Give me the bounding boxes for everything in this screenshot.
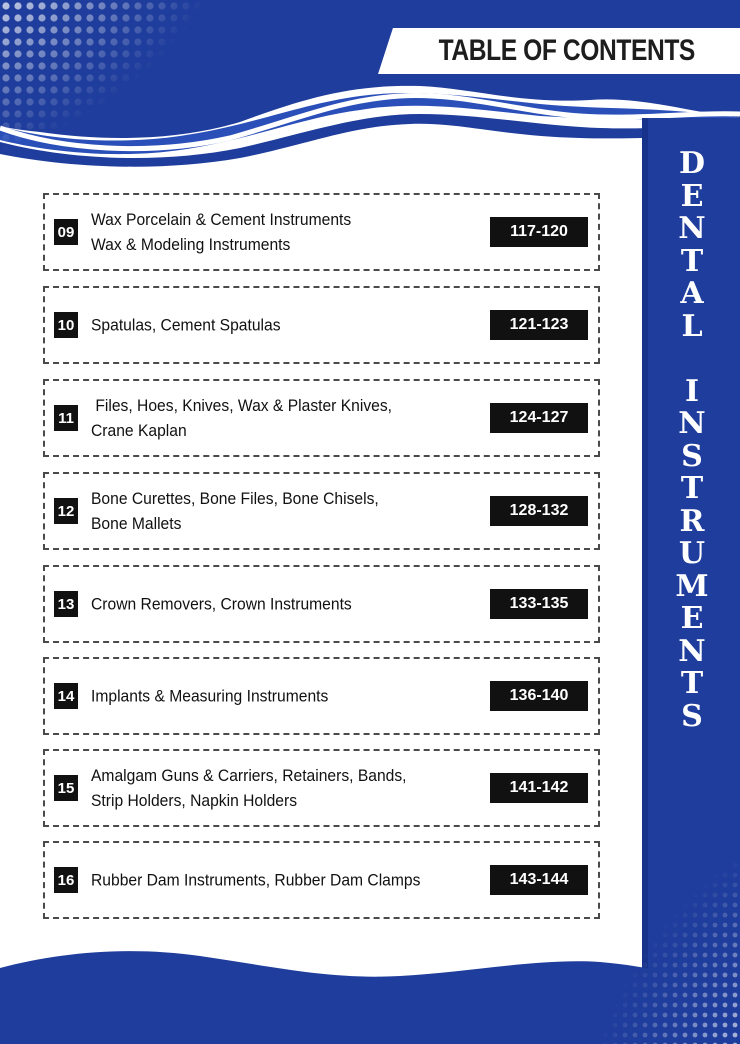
- page-range-badge: 143-144: [490, 865, 588, 895]
- vertical-title-letter: M: [675, 568, 709, 604]
- vertical-title-letter: S: [681, 438, 703, 474]
- page-range-badge: 124-127: [490, 403, 588, 433]
- page-range-badge: 121-123: [490, 310, 588, 340]
- vertical-title-letter: T: [680, 666, 704, 701]
- chapter-number-badge: 11: [54, 405, 78, 431]
- chapter-number-badge: 13: [54, 591, 78, 617]
- chapter-number-badge: 16: [54, 867, 78, 893]
- page-range-badge: 133-135: [490, 589, 588, 619]
- chapter-title-line: Wax Porcelain & Cement Instruments: [91, 210, 352, 229]
- toc-entry[interactable]: [43, 565, 600, 643]
- page-title: TABLE OF CONTENTS: [438, 34, 695, 67]
- page-range-badge: 117-120: [490, 217, 588, 247]
- chapter-number-badge: 12: [54, 498, 78, 524]
- vertical-title-letter: L: [681, 308, 703, 344]
- chapter-title-line: Bone Mallets: [91, 514, 182, 533]
- toc-entry[interactable]: [43, 749, 600, 827]
- vertical-title-letter: E: [680, 601, 704, 636]
- toc-entry[interactable]: [43, 286, 600, 364]
- chapter-number-badge: 14: [54, 683, 78, 709]
- chapter-title-line: Amalgam Guns & Carriers, Retainers, Bands,: [91, 766, 407, 785]
- chapter-number-badge: 09: [54, 219, 78, 245]
- chapter-title-line: Files, Hoes, Knives, Wax & Plaster Knives,: [91, 396, 393, 415]
- vertical-title-letter: T: [680, 471, 704, 506]
- chapter-title-line: Wax & Modeling Instruments: [91, 235, 291, 254]
- chapter-title-line: Bone Curettes, Bone Files, Bone Chisels,: [91, 489, 379, 508]
- chapter-title: [91, 393, 481, 443]
- chapter-title-line: Crown Removers, Crown Instruments: [91, 594, 352, 614]
- toc-entry[interactable]: [43, 841, 600, 919]
- chapter-title: [91, 868, 481, 893]
- vertical-title-letter: T: [680, 243, 704, 279]
- chapter-title-line: Rubber Dam Instruments, Rubber Dam Clamps: [91, 870, 421, 890]
- page-range-badge: 136-140: [490, 681, 588, 711]
- chapter-title: [91, 207, 481, 257]
- vertical-title-letter: A: [680, 276, 704, 311]
- chapter-number-badge: 15: [54, 775, 78, 801]
- chapter-title: [91, 592, 481, 617]
- page-range-badge: 141-142: [490, 773, 588, 803]
- page-range-badge: 128-132: [490, 496, 588, 526]
- chapter-title-line: Spatulas, Cement Spatulas: [91, 315, 281, 335]
- chapter-title: [91, 684, 481, 709]
- chapter-title: [91, 313, 481, 338]
- chapter-title-line: Implants & Measuring Instruments: [91, 686, 329, 706]
- toc-entry[interactable]: [43, 193, 600, 271]
- vertical-title-letter: [664, 343, 720, 376]
- chapter-number-badge: 10: [54, 312, 78, 338]
- vertical-title-letter: I: [684, 373, 700, 409]
- chapter-title: [91, 763, 481, 813]
- toc-entry[interactable]: [43, 472, 600, 550]
- vertical-title-letter: S: [681, 698, 703, 734]
- vertical-title-letter: U: [678, 536, 706, 571]
- vertical-title-letter: N: [678, 633, 706, 669]
- vertical-title-letter: D: [678, 146, 705, 181]
- vertical-title-letter: R: [679, 503, 705, 539]
- title-banner: [378, 28, 740, 74]
- chapter-title-line: Crane Kaplan: [91, 421, 187, 440]
- vertical-title: [664, 148, 720, 848]
- toc-entry[interactable]: [43, 379, 600, 457]
- vertical-title-letter: N: [678, 211, 706, 246]
- chapter-title: [91, 486, 481, 536]
- chapter-title-line: Strip Holders, Napkin Holders: [91, 791, 298, 810]
- vertical-title-letter: N: [678, 406, 706, 441]
- vertical-title-letter: E: [680, 178, 704, 214]
- toc-entry[interactable]: [43, 657, 600, 735]
